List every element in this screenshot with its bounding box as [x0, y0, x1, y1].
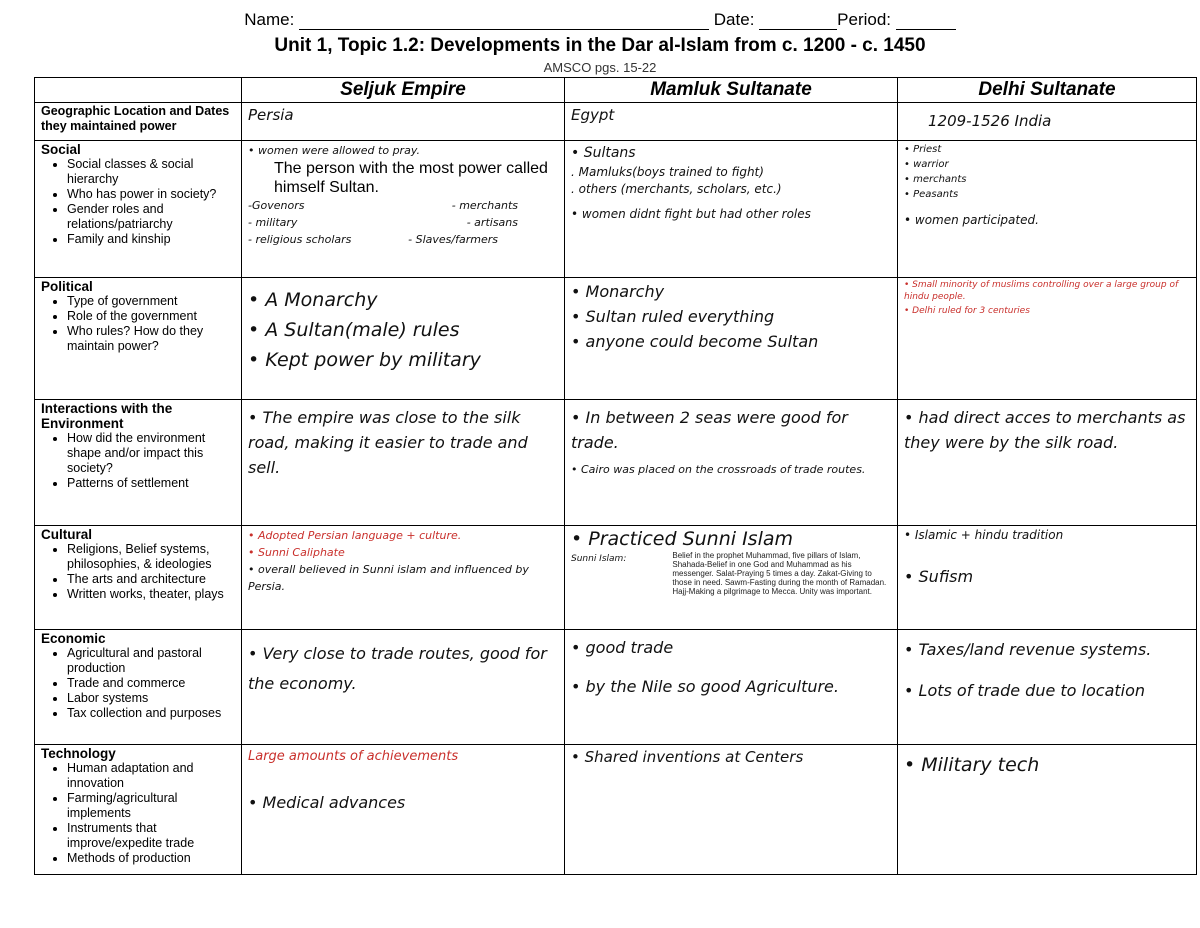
- row-header-environment: [35, 400, 242, 526]
- row-title: Technology: [41, 746, 116, 761]
- prompt-item: • Who has power in society?: [67, 187, 235, 202]
- answer-pair: [248, 214, 558, 231]
- row-prompts: [41, 157, 235, 247]
- answer: • Delhi ruled for 3 centuries: [904, 306, 1030, 316]
- prompt-item: • Role of the government: [67, 309, 235, 324]
- column-header-row: [35, 78, 1197, 103]
- answer: • Sultans: [571, 145, 636, 161]
- answer: • Small minority of muslims controlling over a large group of hindu people.: [904, 280, 1179, 302]
- row-technology: [35, 745, 1197, 875]
- answer: • merchants: [904, 174, 967, 185]
- row-economic: [35, 630, 1197, 745]
- row-title: Cultural: [41, 527, 93, 542]
- cell-mamluk-cultural[interactable]: [565, 526, 898, 630]
- pair-left: - military: [248, 216, 298, 229]
- name-label: Name:: [244, 10, 295, 29]
- prompt-item: • Methods of production: [67, 851, 235, 866]
- side-label: Sunni Islam:: [571, 554, 627, 564]
- answer: • warrior: [904, 159, 949, 170]
- pair-right: - merchants: [451, 199, 518, 212]
- prompt-item: • The arts and architecture: [67, 572, 235, 587]
- date-label: Date:: [713, 10, 755, 29]
- answer: • The empire was close to the silk road, making it easier to trade and sell.: [248, 408, 528, 477]
- cell-seljuk-geo[interactable]: [242, 103, 565, 141]
- sunni-notes: [571, 551, 891, 596]
- prompt-item: • Tax collection and purposes: [67, 706, 235, 721]
- date-field[interactable]: [759, 15, 837, 30]
- cell-delhi-social[interactable]: [898, 141, 1197, 278]
- answer-pair: [248, 197, 558, 214]
- answer: • Kept power by military: [248, 349, 481, 371]
- answer: • Taxes/land revenue systems.: [904, 640, 1152, 659]
- pair-left: -Govenors: [248, 199, 305, 212]
- cell-seljuk-environment[interactable]: [242, 400, 565, 526]
- row-environment: [35, 400, 1197, 526]
- page-reference: AMSCO pgs. 15-22: [543, 60, 657, 75]
- answer: 1209-1526 India: [928, 112, 1052, 130]
- period-label: Period:: [837, 10, 892, 29]
- prompt-item: • Family and kinship: [67, 232, 235, 247]
- prompt-item: • Written works, theater, plays: [67, 587, 235, 602]
- cell-seljuk-political[interactable]: [242, 278, 565, 400]
- answer: • Medical advances: [248, 793, 406, 812]
- column-seljuk: Seljuk Empire: [242, 78, 565, 103]
- answer: • Priest: [904, 144, 942, 155]
- period-field[interactable]: [896, 15, 956, 30]
- prompt-item: • Type of government: [67, 294, 235, 309]
- answer: • Very close to trade routes, good for the economy.: [248, 644, 547, 693]
- answer: • by the Nile so good Agriculture.: [571, 677, 839, 696]
- answer: • Sunni Caliphate: [248, 546, 345, 559]
- row-prompts: [41, 294, 235, 354]
- answer: • Military tech: [904, 754, 1040, 776]
- name-field[interactable]: [299, 15, 709, 30]
- row-title: Political: [41, 279, 93, 294]
- column-delhi: Delhi Sultanate: [898, 78, 1197, 103]
- answer-pair: [248, 231, 558, 248]
- cell-mamluk-economic[interactable]: [565, 630, 898, 745]
- row-prompts: [41, 646, 235, 721]
- pair-right: - Slaves/farmers: [408, 233, 498, 246]
- prompt-item: • How did the environment shape and/or impact this society?: [67, 431, 235, 476]
- answer: • Sultan ruled everything: [571, 307, 775, 326]
- row-header-technology: [35, 745, 242, 875]
- row-geographic: [35, 103, 1197, 141]
- cell-seljuk-technology[interactable]: [242, 745, 565, 875]
- cell-delhi-cultural[interactable]: [898, 526, 1197, 630]
- row-header-geographic: [35, 103, 242, 141]
- answer: • Adopted Persian language + culture.: [248, 529, 462, 542]
- cell-seljuk-social[interactable]: [242, 141, 565, 278]
- answer: • Lots of trade due to location: [904, 681, 1146, 700]
- row-header-social: [35, 141, 242, 278]
- prompt-item: • Religions, Belief systems, philosophies, & ideologies: [67, 542, 235, 572]
- prompt-item: • Patterns of settlement: [67, 476, 235, 491]
- row-title: Economic: [41, 631, 106, 646]
- prompt-item: • Social classes & social hierarchy: [67, 157, 235, 187]
- row-political: [35, 278, 1197, 400]
- answer: • Practiced Sunni Islam: [571, 528, 794, 550]
- answer: • overall believed in Sunni islam and influenced by Persia.: [248, 563, 529, 593]
- answer: • Islamic + hindu tradition: [904, 528, 1064, 542]
- answer: Persia: [248, 106, 294, 124]
- answer: • anyone could become Sultan: [571, 332, 819, 351]
- name-date-period-line: [0, 10, 1200, 30]
- cell-mamluk-social[interactable]: [565, 141, 898, 278]
- prompt-item: • Labor systems: [67, 691, 235, 706]
- answer: • In between 2 seas were good for trade.: [571, 408, 848, 452]
- answer: • A Sultan(male) rules: [248, 319, 460, 341]
- cell-seljuk-cultural[interactable]: [242, 526, 565, 630]
- answer: . others (merchants, scholars, etc.): [571, 182, 782, 196]
- row-prompts: [41, 542, 235, 602]
- answer: Large amounts of achievements: [248, 749, 459, 764]
- cell-delhi-environment[interactable]: [898, 400, 1197, 526]
- cell-delhi-economic[interactable]: [898, 630, 1197, 745]
- row-title: Geographic Location and Dates they maintained power: [41, 104, 230, 133]
- row-header-economic: [35, 630, 242, 745]
- answer: • women didnt fight but had other roles: [571, 207, 811, 221]
- answer: • women were allowed to pray.: [248, 144, 420, 157]
- prompt-item: • Trade and commerce: [67, 676, 235, 691]
- answer: • A Monarchy: [248, 289, 378, 311]
- answer: . Mamluks(boys trained to fight): [571, 165, 764, 179]
- prompt-item: • Instruments that improve/expedite trade: [67, 821, 235, 851]
- prompt-item: • Human adaptation and innovation: [67, 761, 235, 791]
- cell-mamluk-environment[interactable]: [565, 400, 898, 526]
- answer: • Peasants: [904, 189, 959, 200]
- pair-right: - artisans: [466, 216, 518, 229]
- typed-answer: The person with the most power called himself Sultan.: [274, 160, 548, 196]
- comparison-chart: [34, 77, 1197, 875]
- answer: • had direct acces to merchants as they were by the silk road.: [904, 408, 1186, 452]
- cell-seljuk-economic[interactable]: [242, 630, 565, 745]
- prompt-item: • Farming/agricultural implements: [67, 791, 235, 821]
- answer: • Shared inventions at Centers: [571, 748, 804, 766]
- column-mamluk: Mamluk Sultanate: [565, 78, 898, 103]
- row-prompts: [41, 431, 235, 491]
- answer: • Sufism: [904, 567, 974, 586]
- prompt-item: • Who rules? How do they maintain power?: [67, 324, 235, 354]
- page-title: Unit 1, Topic 1.2: Developments in the Dar al-Islam from c. 1200 - c. 1450: [274, 35, 926, 56]
- answer: • Cairo was placed on the crossroads of trade routes.: [571, 463, 866, 476]
- row-title: Interactions with the Environment: [41, 401, 173, 431]
- cell-delhi-geo[interactable]: [898, 103, 1197, 141]
- prompt-item: • Agricultural and pastoral production: [67, 646, 235, 676]
- answer: Egypt: [571, 106, 615, 124]
- cell-mamluk-geo[interactable]: [565, 103, 898, 141]
- answer: • women participated.: [904, 213, 1039, 227]
- row-header-political: [35, 278, 242, 400]
- corner-cell: [35, 78, 242, 103]
- row-header-cultural: [35, 526, 242, 630]
- row-prompts: [41, 761, 235, 866]
- typed-notes: Belief in the prophet Muhammad, five pillars of Islam, Shahada-Belief in one God and Muhammad as his messenger. Salat-Praying 5 times a day. Zakat-Giving to those in need. Sawm-Fasting during the month of Ramadan. Hajj-Making a pilgrimage to Mecca. Unity was important.: [672, 551, 887, 596]
- row-social: [35, 141, 1197, 278]
- cell-mamluk-political[interactable]: [565, 278, 898, 400]
- cell-mamluk-technology[interactable]: [565, 745, 898, 875]
- cell-delhi-political[interactable]: [898, 278, 1197, 400]
- prompt-item: • Gender roles and relations/patriarchy: [67, 202, 235, 232]
- cell-delhi-technology[interactable]: [898, 745, 1197, 875]
- answer: • good trade: [571, 638, 674, 657]
- row-cultural: [35, 526, 1197, 630]
- pair-left: - religious scholars: [248, 233, 352, 246]
- answer: • Monarchy: [571, 282, 665, 301]
- row-title: Social: [41, 142, 81, 157]
